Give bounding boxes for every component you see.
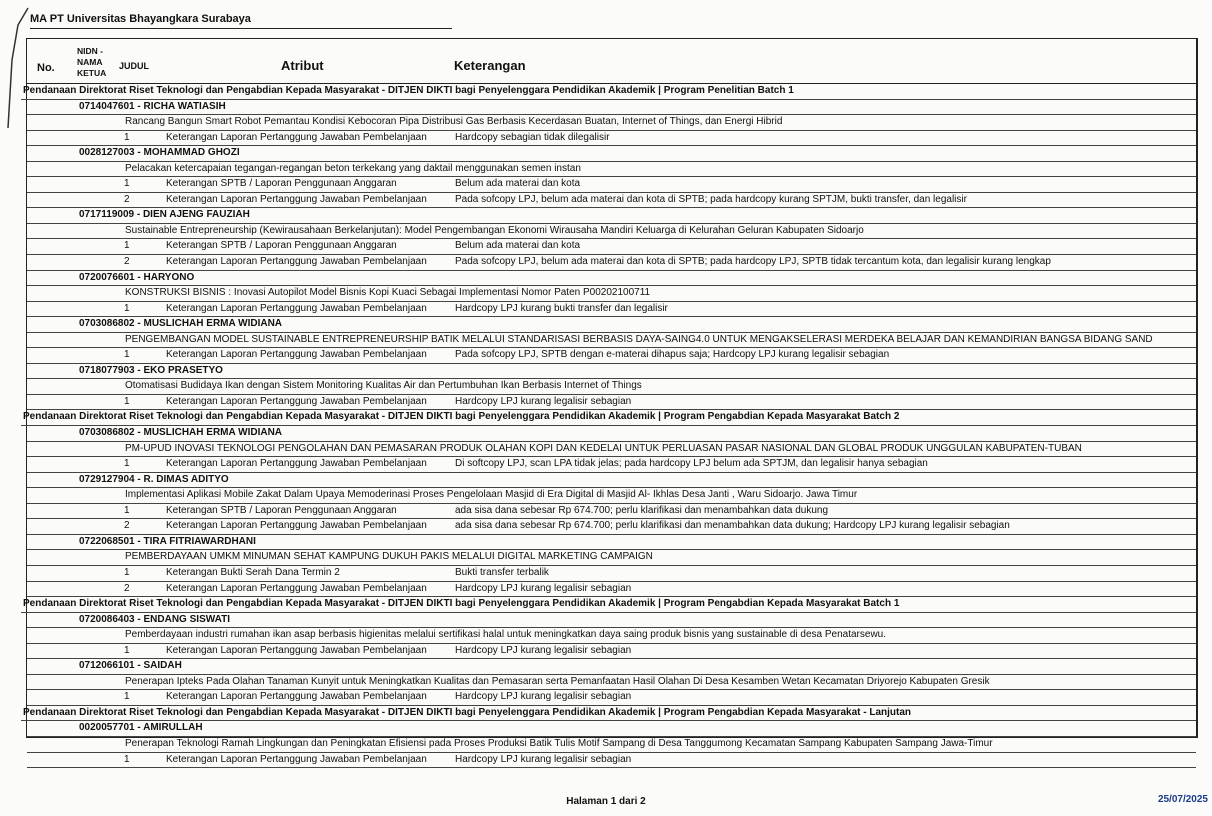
col-no-header: No. <box>37 62 55 74</box>
item-attribute: Keterangan Laporan Pertanggung Jawaban Pembelanjaan <box>166 193 427 205</box>
table-row-item <box>27 582 1196 598</box>
title-row: PEMBERDAYAAN UMKM MINUMAN SEHAT KAMPUNG DUKUH PAKIS MELALUI DIGITAL MARKETING CAMPAIGN <box>27 550 1196 566</box>
table-header <box>27 39 1196 84</box>
table-body <box>23 84 1196 768</box>
researcher-row: 0720086403 - ENDANG SISWATI <box>27 613 1196 629</box>
table-row-item <box>27 177 1196 193</box>
table-row-item <box>27 348 1196 364</box>
item-number: 1 <box>124 349 130 361</box>
item-number: 1 <box>124 395 130 407</box>
program-row: Pendanaan Direktorat Riset Teknologi dan Pengabdian Kepada Masyarakat - DITJEN DIKTI bagi Penyelenggara Pendidikan Akademik | Program Pengabdian Kepada Masyarakat Batch 1 <box>21 597 1196 613</box>
table-row-item <box>27 457 1196 473</box>
table-row-item <box>27 753 1196 769</box>
item-number: 2 <box>124 520 130 532</box>
title-row: PENGEMBANGAN MODEL SUSTAINABLE ENTREPRENEURSHIP BATIK MELALUI STANDARISASI BERBASIS DAYA-SAING4.0 UNTUK MENGAKSELERASI MERDEKA BELAJAR DAN KEMANDIRIAN BANGSA BIDANG SAND <box>27 333 1196 349</box>
item-attribute: Keterangan Laporan Pertanggung Jawaban Pembelanjaan <box>166 582 427 594</box>
item-attribute: Keterangan Laporan Pertanggung Jawaban Pembelanjaan <box>166 349 427 361</box>
report-table <box>23 38 1198 765</box>
item-note: Belum ada materai dan kota <box>455 240 581 252</box>
title-row: Implementasi Aplikasi Mobile Zakat Dalam Upaya Memoderinasi Proses Pengelolaan Masjid di Era Digital di Masjid Al- Ikhlas Desa Janti , Waru Sidoarjo. Jawa Timur <box>27 488 1196 504</box>
item-number: 1 <box>124 504 130 516</box>
item-note: Di softcopy LPJ, scan LPA tidak jelas; pada hardcopy LPJ belum ada SPTJM, dan legalisir hanya sebagian <box>455 458 928 470</box>
item-note: ada sisa dana sebesar Rp 674.700; perlu klarifikasi dan menambahkan data dukung; Hardcopy LPJ kurang legalisir sebagian <box>455 520 1010 532</box>
title-row: Otomatisasi Budidaya Ikan dengan Sistem Monitoring Kualitas Air dan Pertumbuhan Ikan Berbasis Internet of Things <box>27 379 1196 395</box>
item-note: Pada sofcopy LPJ, belum ada materai dan kota di SPTB; pada hardcopy kurang SPTJM, bukti transfer, dan legalisir <box>455 193 967 205</box>
table-row-item <box>27 690 1196 706</box>
item-number: 1 <box>124 644 130 656</box>
item-note: Belum ada materai dan kota <box>455 178 581 190</box>
item-number: 2 <box>124 256 130 268</box>
item-note: Hardcopy LPJ kurang legalisir sebagian <box>455 395 632 407</box>
col-nidn-line-3: KETUA <box>77 68 107 78</box>
item-note: Hardcopy LPJ kurang legalisir sebagian <box>455 691 632 703</box>
item-note: Hardcopy LPJ kurang bukti transfer dan legalisir <box>455 302 668 314</box>
researcher-row: 0720076601 - HARYONO <box>27 271 1196 287</box>
item-note: ada sisa dana sebesar Rp 674.700; perlu klarifikasi dan menambahkan data dukung <box>455 504 829 516</box>
item-note: Hardcopy LPJ kurang legalisir sebagian <box>455 644 632 656</box>
title-row: Pelacakan ketercapaian tegangan-regangan beton terkekang yang daktail menggunakan semen instan <box>27 162 1196 178</box>
header-underline <box>30 28 452 29</box>
col-atribut-header: Atribut <box>281 58 324 73</box>
table-row-item <box>27 193 1196 209</box>
researcher-row: 0717119009 - DIEN AJENG FAUZIAH <box>27 208 1196 224</box>
researcher-row: 0714047601 - RICHA WATIASIH <box>27 100 1196 116</box>
item-attribute: Keterangan Laporan Pertanggung Jawaban Pembelanjaan <box>166 753 427 765</box>
program-row: Pendanaan Direktorat Riset Teknologi dan Pengabdian Kepada Masyarakat - DITJEN DIKTI bagi Penyelenggara Pendidikan Akademik | Program Pengabdian Kepada Masyarakat - Lanjutan <box>21 706 1196 722</box>
item-attribute: Keterangan Laporan Pertanggung Jawaban Pembelanjaan <box>166 256 427 268</box>
institution-header: MA PT Universitas Bhayangkara Surabaya <box>30 13 251 25</box>
item-note: Pada sofcopy LPJ, SPTB dengan e-materai dihapus saja; Hardcopy LPJ kurang legalisir sebagian <box>455 349 890 361</box>
researcher-row: 0020057701 - AMIRULLAH <box>27 721 1196 737</box>
title-row: PM-UPUD INOVASI TEKNOLOGI PENGOLAHAN DAN PEMASARAN PRODUK OLAHAN KOPI DAN KEDELAI UNTUK PERLUASAN PASAR NASIONAL DAN GLOBAL PRODUK UNGGULAN KABUPATEN-TUBAN <box>27 442 1196 458</box>
item-attribute: Keterangan Bukti Serah Dana Termin 2 <box>166 566 340 578</box>
table-row-item <box>27 131 1196 147</box>
researcher-row: 0703086802 - MUSLICHAH ERMA WIDIANA <box>27 317 1196 333</box>
title-row: Rancang Bangun Smart Robot Pemantau Kondisi Kebocoran Pipa Distribusi Gas Berbasis Kecerdasan Buatan, Internet of Things, dan Energi Hibrid <box>27 115 1196 131</box>
item-note: Bukti transfer terbalik <box>455 566 549 578</box>
print-date: 25/07/2025 <box>1157 794 1208 805</box>
item-attribute: Keterangan Laporan Pertanggung Jawaban Pembelanjaan <box>166 395 427 407</box>
item-number: 1 <box>124 178 130 190</box>
table-row-item <box>27 644 1196 660</box>
item-number: 2 <box>124 582 130 594</box>
item-attribute: Keterangan Laporan Pertanggung Jawaban Pembelanjaan <box>166 691 427 703</box>
researcher-row: 0718077903 - EKO PRASETYO <box>27 364 1196 380</box>
item-number: 1 <box>124 240 130 252</box>
item-number: 1 <box>124 566 130 578</box>
item-attribute: Keterangan Laporan Pertanggung Jawaban Pembelanjaan <box>166 644 427 656</box>
program-row: Pendanaan Direktorat Riset Teknologi dan Pengabdian Kepada Masyarakat - DITJEN DIKTI bagi Penyelenggara Pendidikan Akademik | Program Penelitian Batch 1 <box>21 84 1196 100</box>
researcher-row: 0703086802 - MUSLICHAH ERMA WIDIANA <box>27 426 1196 442</box>
item-note: Pada sofcopy LPJ, belum ada materai dan kota di SPTB; pada hardcopy LPJ, SPTB tidak tercantum kota, dan legalisir kurang lengkap <box>455 256 1051 268</box>
table-row-item <box>27 504 1196 520</box>
item-attribute: Keterangan SPTB / Laporan Penggunaan Anggaran <box>166 240 397 252</box>
item-number: 1 <box>124 131 130 143</box>
item-number: 1 <box>124 753 130 765</box>
title-row: Pemberdayaan industri rumahan ikan asap berbasis higienitas melalui sertifikasi halal untuk meningkatkan daya saing produk bisnis yang sustainable di desa Penatarsewu. <box>27 628 1196 644</box>
col-judul-header: JUDUL <box>119 61 150 71</box>
item-attribute: Keterangan SPTB / Laporan Penggunaan Anggaran <box>166 504 397 516</box>
researcher-row: 0722068501 - TIRA FITRIAWARDHANI <box>27 535 1196 551</box>
col-nidn-line-2: NAMA <box>77 57 103 67</box>
table-row-item <box>27 566 1196 582</box>
title-row: KONSTRUKSI BISNIS : Inovasi Autopilot Model Bisnis Kopi Kuaci Sebagai Implementasi Nomor Paten P00202100711 <box>27 286 1196 302</box>
col-nidn-header <box>77 46 106 79</box>
table-row-item <box>27 239 1196 255</box>
table-row-item <box>27 395 1196 411</box>
table-row-item <box>27 519 1196 535</box>
item-number: 2 <box>124 193 130 205</box>
item-attribute: Keterangan Laporan Pertanggung Jawaban Pembelanjaan <box>166 520 427 532</box>
item-attribute: Keterangan Laporan Pertanggung Jawaban Pembelanjaan <box>166 131 427 143</box>
researcher-row: 0028127003 - MOHAMMAD GHOZI <box>27 146 1196 162</box>
title-row: Penerapan Teknologi Ramah Lingkungan dan Peningkatan Efisiensi pada Proses Produksi Batik Tulis Motif Sampang di Desa Tanggumong Kecamatan Sampang Kabupaten Sampang Jawa-Timur <box>27 737 1196 753</box>
col-keterangan-header: Keterangan <box>454 58 526 73</box>
item-note: Hardcopy LPJ kurang legalisir sebagian <box>455 582 632 594</box>
title-row: Penerapan Ipteks Pada Olahan Tanaman Kunyit untuk Meningkatkan Kualitas dan Pemasaran serta Pemanfaatan Hasil Olahan Di Desa Kesamben Wetan Kecamatan Driyorejo Kabupaten Gresik <box>27 675 1196 691</box>
table-row-item <box>27 255 1196 271</box>
program-row: Pendanaan Direktorat Riset Teknologi dan Pengabdian Kepada Masyarakat - DITJEN DIKTI bagi Penyelenggara Pendidikan Akademik | Program Pengabdian Kepada Masyarakat Batch 2 <box>21 410 1196 426</box>
item-note: Hardcopy sebagian tidak dilegalisir <box>455 131 610 143</box>
item-attribute: Keterangan Laporan Pertanggung Jawaban Pembelanjaan <box>166 458 427 470</box>
researcher-row: 0729127904 - R. DIMAS ADITYO <box>27 473 1196 489</box>
item-attribute: Keterangan SPTB / Laporan Penggunaan Anggaran <box>166 178 397 190</box>
item-number: 1 <box>124 458 130 470</box>
item-number: 1 <box>124 691 130 703</box>
item-note: Hardcopy LPJ kurang legalisir sebagian <box>455 753 632 765</box>
item-attribute: Keterangan Laporan Pertanggung Jawaban Pembelanjaan <box>166 302 427 314</box>
table-row-item <box>27 302 1196 318</box>
col-nidn-line-1: NIDN - <box>77 46 103 56</box>
page-number: Halaman 1 dari 2 <box>566 796 646 807</box>
title-row: Sustainable Entrepreneurship (Kewirausahaan Berkelanjutan): Model Pengembangan Ekonomi Wirausaha Mandiri Keluarga di Kelurahan Geluran Kabupaten Sidoarjo <box>27 224 1196 240</box>
item-number: 1 <box>124 302 130 314</box>
researcher-row: 0712066101 - SAIDAH <box>27 659 1196 675</box>
